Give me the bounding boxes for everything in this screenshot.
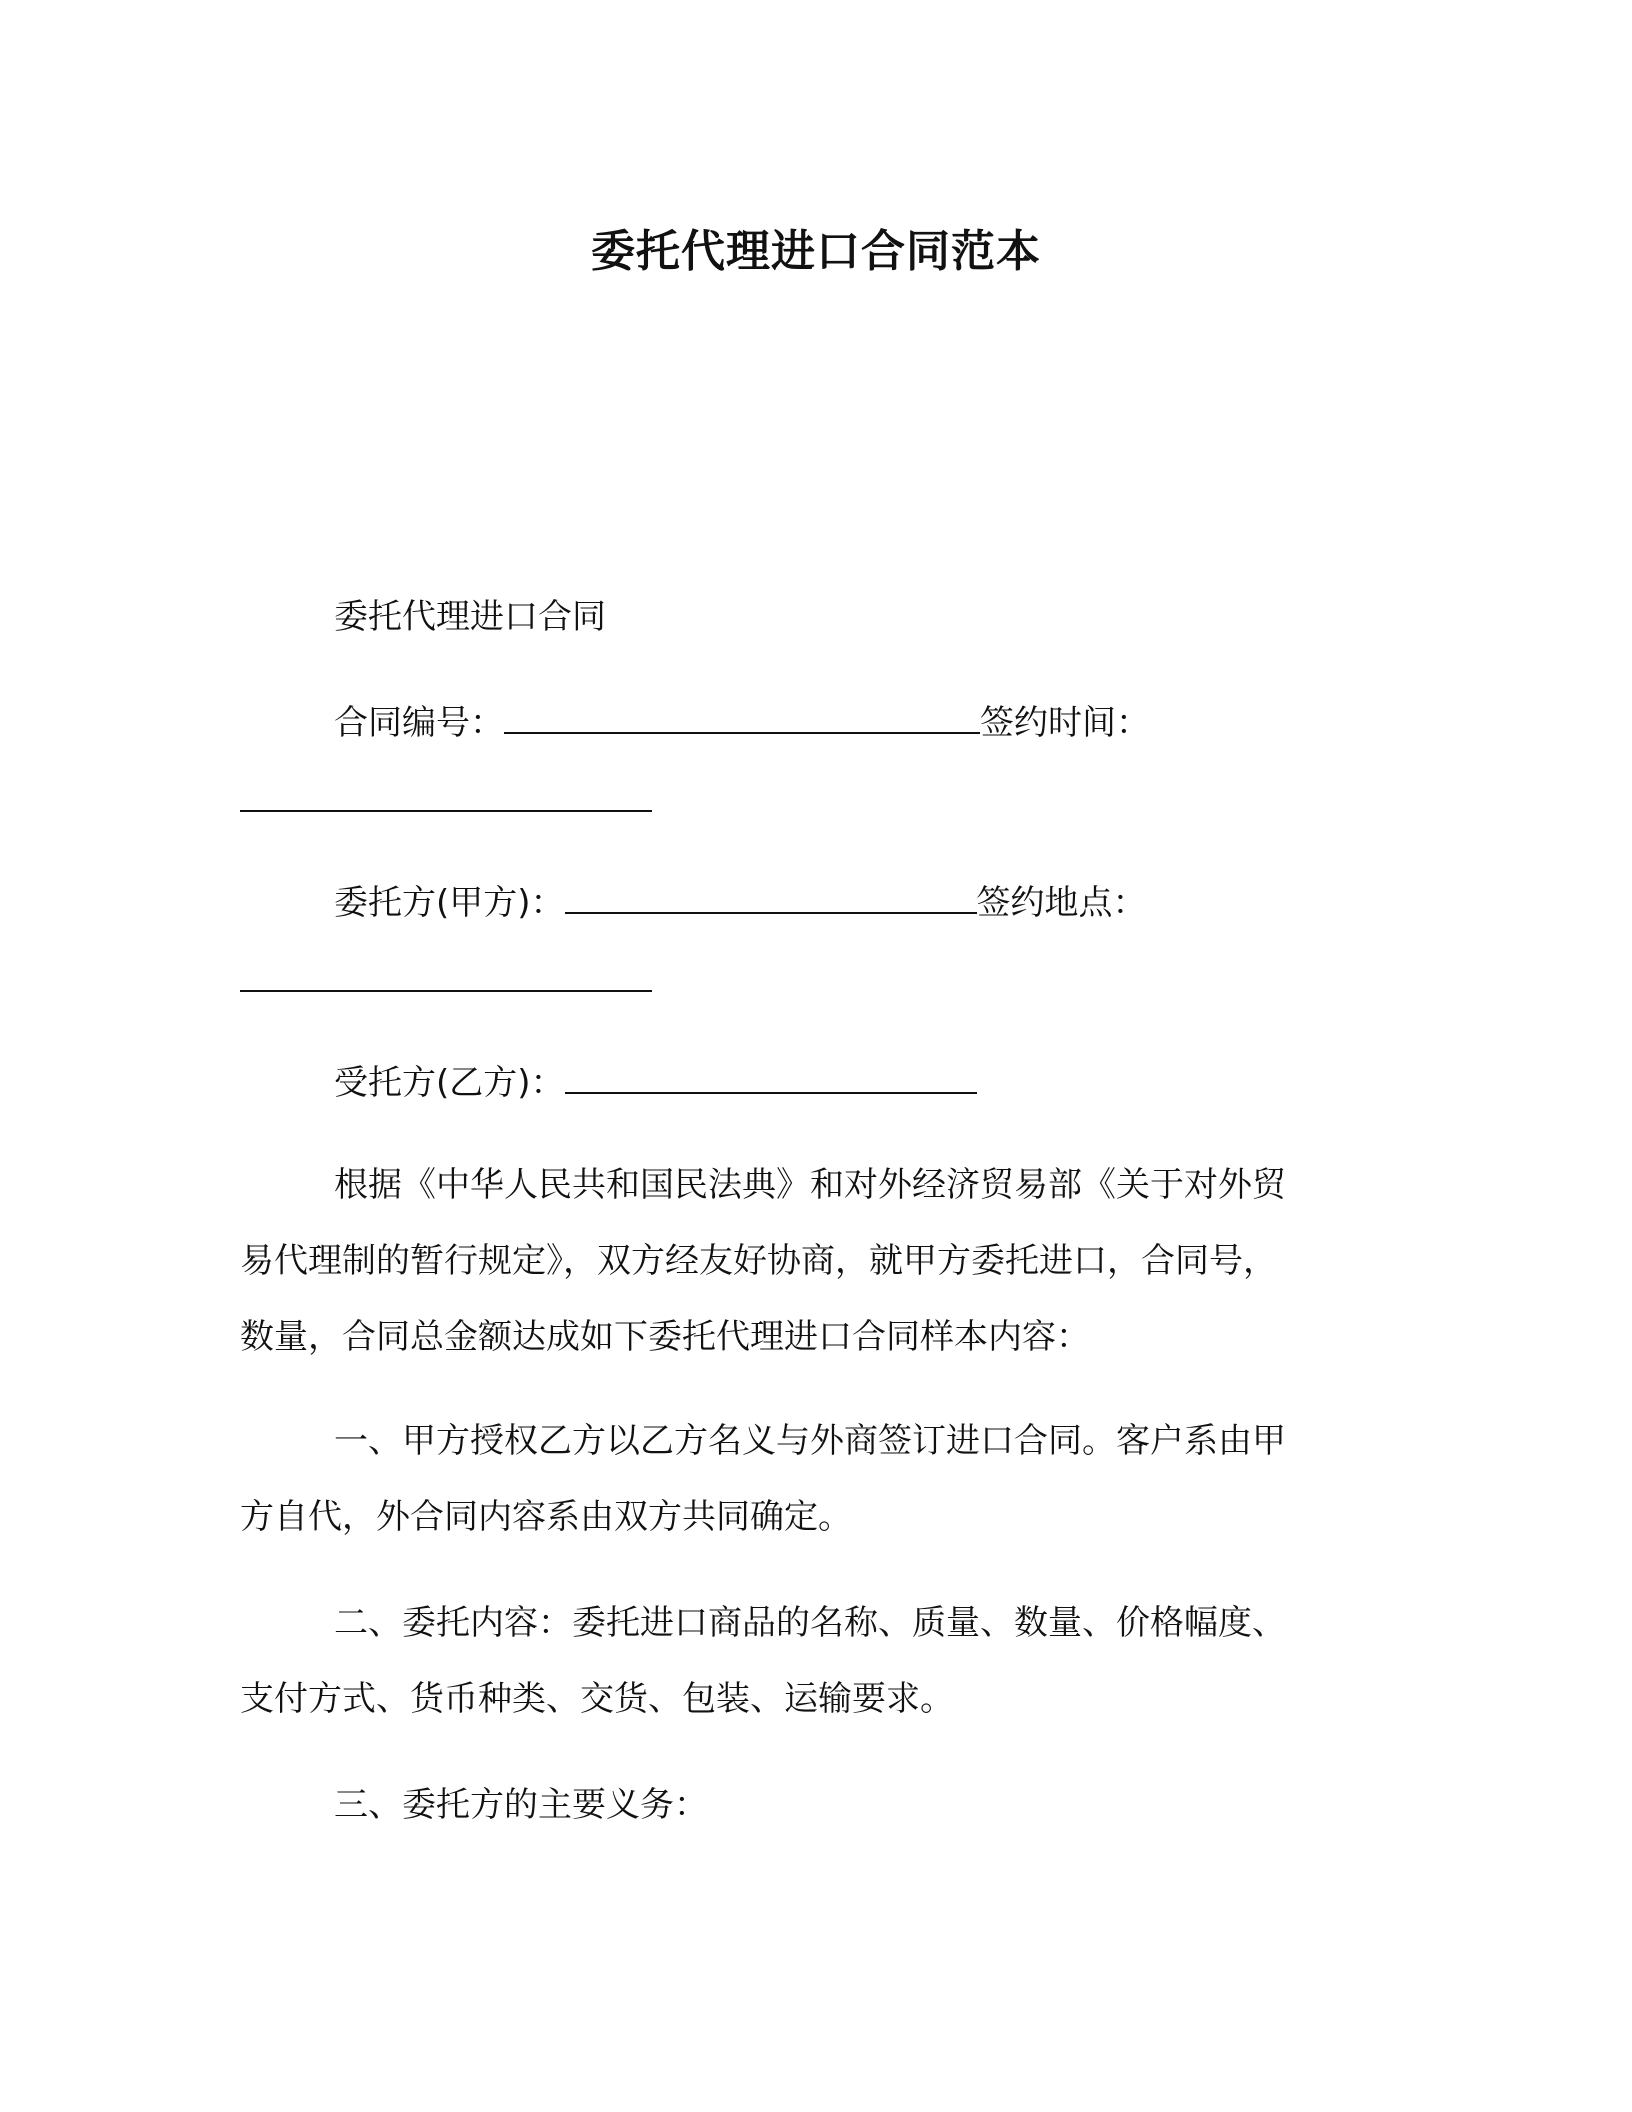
clause-1-line-1: 一、甲方授权乙方以乙方名义与外商签订进口合同。客户系由甲 <box>334 1421 1286 1461</box>
intro-line-2: 易代理制的暂行规定》，双方经友好协商，就甲方委托进口，合同号， <box>240 1241 1277 1281</box>
intro-line-3: 数量，合同总金额达成如下委托代理进口合同样本内容： <box>240 1317 1090 1357</box>
contract-heading: 委托代理进口合同 <box>334 597 606 637</box>
clause-3-heading: 三、委托方的主要义务： <box>334 1785 708 1825</box>
agent-line <box>334 1058 977 1106</box>
agent-label: 受托方(乙方)： <box>334 1063 565 1103</box>
principal-line <box>334 878 1147 926</box>
sign-time-blank <box>240 776 652 812</box>
principal-label: 委托方(甲方)： <box>334 883 565 923</box>
principal-blank <box>565 878 977 914</box>
contract-no-blank <box>504 698 980 734</box>
clause-2-line-2: 支付方式、货币种类、交货、包装、运输要求。 <box>240 1679 954 1719</box>
sign-time-label: 签约时间： <box>980 703 1150 743</box>
sign-place-blank <box>240 956 652 992</box>
contract-no-label: 合同编号： <box>334 703 504 743</box>
agent-blank <box>565 1058 977 1094</box>
sign-time-line <box>240 776 652 824</box>
clause-1-line-2: 方自代，外合同内容系由双方共同确定。 <box>240 1497 852 1537</box>
clause-2-line-1: 二、委托内容：委托进口商品的名称、质量、数量、价格幅度、 <box>334 1603 1286 1643</box>
sign-place-label: 签约地点： <box>976 883 1147 923</box>
intro-line-1: 根据《中华人民共和国民法典》和对外经济贸易部《关于对外贸 <box>334 1165 1286 1205</box>
sign-place-line <box>240 956 652 1004</box>
document-title: 委托代理进口合同范本 <box>591 226 1041 277</box>
contract-no-line <box>334 698 1150 746</box>
